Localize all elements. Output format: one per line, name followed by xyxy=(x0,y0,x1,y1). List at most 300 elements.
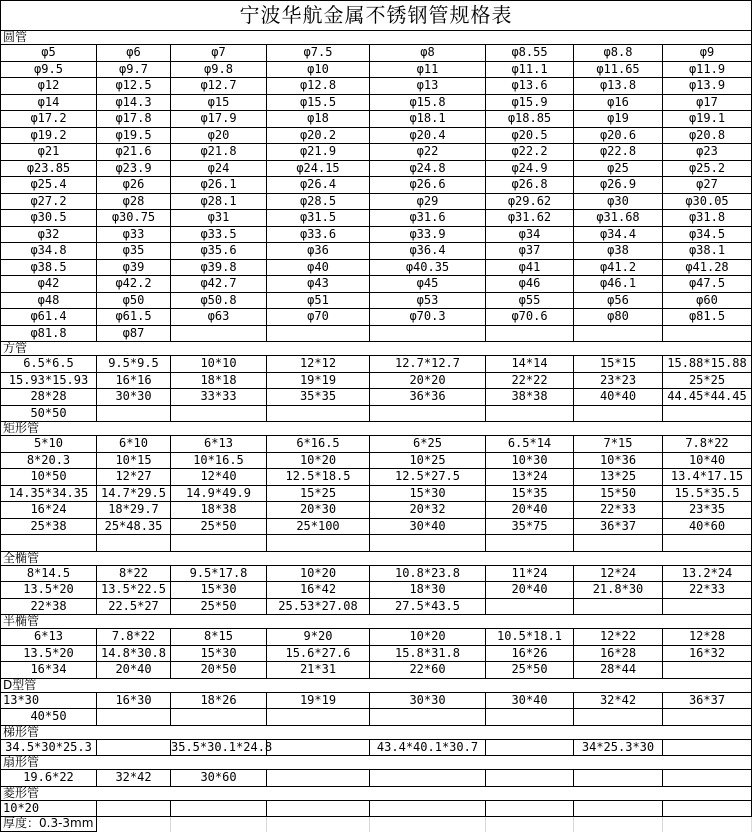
spec-cell: 18*29.7 xyxy=(97,502,171,519)
spec-cell: 15.6*27.6 xyxy=(267,646,370,663)
spec-cell: φ17.2 xyxy=(1,111,97,128)
spec-cell: 30*30 xyxy=(97,389,171,406)
spec-cell: 15*25 xyxy=(267,486,370,503)
empty-cell xyxy=(663,740,752,757)
empty-cell xyxy=(574,770,663,787)
thickness-note: 厚度：0.3-3mm xyxy=(1,817,97,832)
spec-cell: φ31.68 xyxy=(574,210,663,227)
spec-cell: 12*40 xyxy=(171,469,267,486)
spec-cell: φ30.05 xyxy=(663,194,752,211)
spec-cell: φ41.28 xyxy=(663,260,752,277)
empty-cell xyxy=(574,535,663,552)
spec-cell: 15*15 xyxy=(574,356,663,373)
page-title: 宁波华航金属不锈钢管规格表 xyxy=(1,1,752,31)
section-label-trapezoid-pipe: 梯形管 xyxy=(1,726,752,740)
footer-empty-cell xyxy=(370,817,486,832)
spec-cell: 13.4*17.15 xyxy=(663,469,752,486)
spec-cell: 15*30 xyxy=(171,582,267,599)
spec-cell: 14.35*34.35 xyxy=(1,486,97,503)
spec-cell: φ9 xyxy=(663,45,752,62)
spec-cell: φ34.5 xyxy=(663,227,752,244)
spec-table xyxy=(1,31,752,832)
spec-cell: 19.6*22 xyxy=(1,770,97,787)
empty-cell xyxy=(486,709,574,726)
empty-cell xyxy=(97,709,171,726)
spec-cell: 30*30 xyxy=(370,693,486,710)
spec-cell: φ12.5 xyxy=(97,78,171,95)
spec-cell: 12.5*18.5 xyxy=(267,469,370,486)
spec-cell: φ26 xyxy=(97,177,171,194)
section-label-half-oval-pipe: 半椭管 xyxy=(1,615,752,629)
spec-cell: 15*30 xyxy=(171,646,267,663)
spec-cell: φ13.9 xyxy=(663,78,752,95)
empty-cell xyxy=(574,709,663,726)
spec-cell: 30*60 xyxy=(171,770,267,787)
spec-cell: 20*32 xyxy=(370,502,486,519)
spec-cell: φ9.5 xyxy=(1,62,97,79)
spec-cell: φ20.8 xyxy=(663,128,752,145)
spec-cell: φ18.85 xyxy=(486,111,574,128)
spec-cell: φ13 xyxy=(370,78,486,95)
spec-cell: 35*35 xyxy=(267,389,370,406)
spec-cell: φ30.75 xyxy=(97,210,171,227)
spec-cell: 10*30 xyxy=(486,453,574,470)
spec-cell: φ15.5 xyxy=(267,95,370,112)
spec-cell: 28*44 xyxy=(574,662,663,679)
spec-cell: 23*35 xyxy=(663,502,752,519)
footer-empty-cell xyxy=(663,817,752,832)
spec-cell: 14.8*30.8 xyxy=(97,646,171,663)
spec-cell: 15*50 xyxy=(574,486,663,503)
spec-cell: φ81.8 xyxy=(1,326,97,343)
section-label-round-pipe: 圆管 xyxy=(1,31,752,45)
spec-cell: φ61.4 xyxy=(1,309,97,326)
spec-cell: 16*24 xyxy=(1,502,97,519)
spec-cell: 12.5*27.5 xyxy=(370,469,486,486)
spec-cell: φ35.6 xyxy=(171,243,267,260)
spec-cell: 15.5*35.5 xyxy=(663,486,752,503)
spec-cell: 10*25 xyxy=(370,453,486,470)
spec-cell: φ25.4 xyxy=(1,177,97,194)
spec-cell: 10*36 xyxy=(574,453,663,470)
spec-cell: 22*22 xyxy=(486,373,574,390)
spec-cell: 16*34 xyxy=(1,662,97,679)
spec-cell: 22*33 xyxy=(663,582,752,599)
empty-cell xyxy=(663,770,752,787)
spec-cell: 6*13 xyxy=(1,629,97,646)
empty-cell xyxy=(97,535,171,552)
spec-cell: 7*15 xyxy=(574,436,663,453)
spec-cell: φ19.2 xyxy=(1,128,97,145)
spec-cell: 25*50 xyxy=(171,519,267,536)
spec-cell: 12*27 xyxy=(97,469,171,486)
spec-cell: φ17.8 xyxy=(97,111,171,128)
empty-cell xyxy=(267,709,370,726)
spec-cell: 15.8*31.8 xyxy=(370,646,486,663)
spec-cell: φ32 xyxy=(1,227,97,244)
footer-empty-cell xyxy=(97,817,171,832)
spec-cell: φ17.9 xyxy=(171,111,267,128)
spec-cell: 12.7*12.7 xyxy=(370,356,486,373)
spec-cell: φ21.8 xyxy=(171,144,267,161)
empty-cell xyxy=(574,326,663,343)
spec-cell: φ63 xyxy=(171,309,267,326)
spec-cell: 30*40 xyxy=(370,519,486,536)
spec-cell: φ38.5 xyxy=(1,260,97,277)
spec-cell: 25*100 xyxy=(267,519,370,536)
spec-cell: 9.5*17.8 xyxy=(171,566,267,583)
spec-cell: φ25 xyxy=(574,161,663,178)
spec-cell: 10*20 xyxy=(267,566,370,583)
spec-cell: φ27 xyxy=(663,177,752,194)
spec-cell: 20*40 xyxy=(97,662,171,679)
empty-cell xyxy=(486,535,574,552)
spec-cell: φ48 xyxy=(1,293,97,310)
spec-cell: φ18 xyxy=(267,111,370,128)
spec-cell: 36*37 xyxy=(663,693,752,710)
empty-cell xyxy=(97,740,171,757)
spec-cell: 20*20 xyxy=(370,373,486,390)
spec-cell: 9*20 xyxy=(267,629,370,646)
spec-cell: φ50.8 xyxy=(171,293,267,310)
empty-cell xyxy=(171,709,267,726)
spec-cell: φ28.5 xyxy=(267,194,370,211)
empty-cell xyxy=(663,406,752,423)
spec-cell: 19*19 xyxy=(267,373,370,390)
spec-cell: φ31.62 xyxy=(486,210,574,227)
spec-cell: φ11.65 xyxy=(574,62,663,79)
spec-cell: 13*25 xyxy=(574,469,663,486)
spec-cell: φ14.3 xyxy=(97,95,171,112)
empty-cell xyxy=(267,535,370,552)
spec-cell: 22*38 xyxy=(1,599,97,616)
spec-cell: φ8.8 xyxy=(574,45,663,62)
spec-cell: φ8.55 xyxy=(486,45,574,62)
spec-cell: 16*30 xyxy=(97,693,171,710)
spec-cell: 12*12 xyxy=(267,356,370,373)
spec-cell: 23*23 xyxy=(574,373,663,390)
spec-cell: 20*40 xyxy=(486,502,574,519)
spec-cell: 9.5*9.5 xyxy=(97,356,171,373)
empty-cell xyxy=(267,326,370,343)
spec-cell: φ30.5 xyxy=(1,210,97,227)
spec-cell: φ26.9 xyxy=(574,177,663,194)
spec-cell: φ87 xyxy=(97,326,171,343)
empty-cell xyxy=(370,535,486,552)
spec-cell: 15*30 xyxy=(370,486,486,503)
spec-cell: φ19.5 xyxy=(97,128,171,145)
spec-cell: φ39 xyxy=(97,260,171,277)
spec-cell: φ80 xyxy=(574,309,663,326)
spec-cell: φ33.5 xyxy=(171,227,267,244)
spec-cell: φ11.9 xyxy=(663,62,752,79)
spec-cell: φ23 xyxy=(663,144,752,161)
empty-cell xyxy=(1,535,97,552)
spec-cell: 10*50 xyxy=(1,469,97,486)
spec-cell: 18*38 xyxy=(171,502,267,519)
spec-cell: φ70.3 xyxy=(370,309,486,326)
empty-cell xyxy=(663,535,752,552)
spec-cell: φ38.1 xyxy=(663,243,752,260)
spec-cell: 16*42 xyxy=(267,582,370,599)
spec-cell: 16*26 xyxy=(486,646,574,663)
spec-cell: 14.9*49.9 xyxy=(171,486,267,503)
spec-cell: φ5 xyxy=(1,45,97,62)
empty-cell xyxy=(574,599,663,616)
spec-cell: 10*20 xyxy=(370,629,486,646)
spec-cell: φ24 xyxy=(171,161,267,178)
spec-cell: 15*35 xyxy=(486,486,574,503)
empty-cell xyxy=(486,599,574,616)
spec-cell: φ37 xyxy=(486,243,574,260)
empty-cell xyxy=(370,801,486,818)
spec-cell: 22*60 xyxy=(370,662,486,679)
spec-cell: 16*32 xyxy=(663,646,752,663)
spec-cell: φ23.85 xyxy=(1,161,97,178)
spec-cell: φ34.4 xyxy=(574,227,663,244)
spec-cell: φ56 xyxy=(574,293,663,310)
spec-cell: φ7 xyxy=(171,45,267,62)
spec-cell: 36*36 xyxy=(370,389,486,406)
spec-cell: 6*13 xyxy=(171,436,267,453)
spec-cell: 14.7*29.5 xyxy=(97,486,171,503)
spec-cell: 21.8*30 xyxy=(574,582,663,599)
spec-cell: φ42 xyxy=(1,276,97,293)
spec-cell: 38*38 xyxy=(486,389,574,406)
spec-cell: 10*16.5 xyxy=(171,453,267,470)
spec-cell: 10*15 xyxy=(97,453,171,470)
empty-cell xyxy=(267,740,370,757)
spec-cell: φ12.8 xyxy=(267,78,370,95)
spec-cell: φ42.2 xyxy=(97,276,171,293)
spec-cell: 14*14 xyxy=(486,356,574,373)
spec-cell: φ15.9 xyxy=(486,95,574,112)
spec-cell: 30*40 xyxy=(486,693,574,710)
spec-cell: φ43 xyxy=(267,276,370,293)
spec-cell: 18*30 xyxy=(370,582,486,599)
spec-cell: φ19.1 xyxy=(663,111,752,128)
spec-cell: 13.2*24 xyxy=(663,566,752,583)
spec-cell: 10*20 xyxy=(267,453,370,470)
empty-cell xyxy=(370,709,486,726)
spec-cell: φ24.9 xyxy=(486,161,574,178)
empty-cell xyxy=(370,770,486,787)
spec-cell: φ33.9 xyxy=(370,227,486,244)
spec-cell: 22*33 xyxy=(574,502,663,519)
spec-cell: 25*38 xyxy=(1,519,97,536)
spec-cell: φ35 xyxy=(97,243,171,260)
spec-cell: 40*60 xyxy=(663,519,752,536)
spec-cell: φ20.5 xyxy=(486,128,574,145)
spec-cell: 34.5*30*25.3 xyxy=(1,740,97,757)
spec-cell: φ47.5 xyxy=(663,276,752,293)
spec-cell: 6*16.5 xyxy=(267,436,370,453)
footer-empty-cell xyxy=(171,817,267,832)
spec-cell: 40*40 xyxy=(574,389,663,406)
section-label-rectangular-pipe: 矩形管 xyxy=(1,422,752,436)
spec-cell: 5*10 xyxy=(1,436,97,453)
spec-cell: 10*20 xyxy=(1,801,97,818)
spec-cell: φ34 xyxy=(486,227,574,244)
empty-cell xyxy=(370,406,486,423)
spec-cell: 25*50 xyxy=(171,599,267,616)
spec-cell: φ15.8 xyxy=(370,95,486,112)
spec-cell: 22.5*27 xyxy=(97,599,171,616)
spec-cell: φ28 xyxy=(97,194,171,211)
spec-cell: 50*50 xyxy=(1,406,97,423)
spec-cell: φ42.7 xyxy=(171,276,267,293)
spec-cell: 8*14.5 xyxy=(1,566,97,583)
spec-cell: φ20.4 xyxy=(370,128,486,145)
spec-cell: 15.93*15.93 xyxy=(1,373,97,390)
spec-cell: 12*24 xyxy=(574,566,663,583)
spec-cell: 13*24 xyxy=(486,469,574,486)
empty-cell xyxy=(486,801,574,818)
spec-cell: 7.8*22 xyxy=(97,629,171,646)
empty-cell xyxy=(574,801,663,818)
spec-cell: 10.8*23.8 xyxy=(370,566,486,583)
spec-cell: φ36 xyxy=(267,243,370,260)
spec-cell: 32*42 xyxy=(574,693,663,710)
spec-cell: φ26.6 xyxy=(370,177,486,194)
spec-cell: 16*28 xyxy=(574,646,663,663)
spec-cell: φ46.1 xyxy=(574,276,663,293)
spec-cell: φ9.7 xyxy=(97,62,171,79)
spec-cell: φ50 xyxy=(97,293,171,310)
spec-cell: φ31.8 xyxy=(663,210,752,227)
spec-cell: φ61.5 xyxy=(97,309,171,326)
spec-cell: 6*25 xyxy=(370,436,486,453)
spec-cell: φ70 xyxy=(267,309,370,326)
spec-cell: 15.88*15.88 xyxy=(663,356,752,373)
spec-cell: φ11.1 xyxy=(486,62,574,79)
spec-cell: 12*28 xyxy=(663,629,752,646)
spec-cell: 19*19 xyxy=(267,693,370,710)
spec-cell: 34*25.3*30 xyxy=(574,740,663,757)
spec-cell: φ27.2 xyxy=(1,194,97,211)
spec-cell: φ81.5 xyxy=(663,309,752,326)
spec-cell: φ34.8 xyxy=(1,243,97,260)
empty-cell xyxy=(171,801,267,818)
spec-cell: 40*50 xyxy=(1,709,97,726)
spec-cell: 43.4*40.1*30.7 xyxy=(370,740,486,757)
spec-cell: φ60 xyxy=(663,293,752,310)
spec-cell: φ40.35 xyxy=(370,260,486,277)
empty-cell xyxy=(663,662,752,679)
spec-cell: φ12.7 xyxy=(171,78,267,95)
spec-cell: φ31.5 xyxy=(267,210,370,227)
spec-cell: 8*15 xyxy=(171,629,267,646)
section-label-full-oval-pipe: 全椭管 xyxy=(1,552,752,566)
spec-cell: φ7.5 xyxy=(267,45,370,62)
spec-cell: 33*33 xyxy=(171,389,267,406)
empty-cell xyxy=(486,326,574,343)
spec-cell: φ29 xyxy=(370,194,486,211)
spec-cell: φ55 xyxy=(486,293,574,310)
spec-cell: 10*10 xyxy=(171,356,267,373)
spec-cell: φ36.4 xyxy=(370,243,486,260)
spec-cell: φ18.1 xyxy=(370,111,486,128)
spec-cell: φ70.6 xyxy=(486,309,574,326)
spec-cell: 35.5*30.1*24.8 xyxy=(171,740,267,757)
empty-cell xyxy=(663,801,752,818)
spec-cell: 16*16 xyxy=(97,373,171,390)
spec-cell: φ38 xyxy=(574,243,663,260)
empty-cell xyxy=(267,406,370,423)
spec-cell: 6.5*6.5 xyxy=(1,356,97,373)
empty-cell xyxy=(486,406,574,423)
empty-cell xyxy=(486,770,574,787)
spec-cell: φ41.2 xyxy=(574,260,663,277)
spec-cell: φ11 xyxy=(370,62,486,79)
spec-cell: φ28.1 xyxy=(171,194,267,211)
empty-cell xyxy=(171,535,267,552)
spec-cell: φ31 xyxy=(171,210,267,227)
spec-cell: φ23.9 xyxy=(97,161,171,178)
spec-cell: 13.5*22.5 xyxy=(97,582,171,599)
spec-cell: 18*18 xyxy=(171,373,267,390)
spec-cell: 10.5*18.1 xyxy=(486,629,574,646)
footer-empty-cell xyxy=(486,817,574,832)
spec-cell: φ24.15 xyxy=(267,161,370,178)
spec-cell: φ39.8 xyxy=(171,260,267,277)
spec-cell: φ21.6 xyxy=(97,144,171,161)
spec-cell: 32*42 xyxy=(97,770,171,787)
spec-cell: 6*10 xyxy=(97,436,171,453)
spec-cell: φ30 xyxy=(574,194,663,211)
spec-cell: φ29.62 xyxy=(486,194,574,211)
spec-cell: φ16 xyxy=(574,95,663,112)
spec-cell: 7.8*22 xyxy=(663,436,752,453)
spec-cell: φ22.2 xyxy=(486,144,574,161)
spec-cell: 25*25 xyxy=(663,373,752,390)
spec-cell: φ8 xyxy=(370,45,486,62)
spec-cell: φ6 xyxy=(97,45,171,62)
spec-cell: 13.5*20 xyxy=(1,582,97,599)
spec-cell: 36*37 xyxy=(574,519,663,536)
spec-cell: φ14 xyxy=(1,95,97,112)
spec-cell: 10*40 xyxy=(663,453,752,470)
section-label-fan-pipe: 扇形管 xyxy=(1,756,752,770)
empty-cell xyxy=(574,406,663,423)
section-label-d-type-pipe: D型管 xyxy=(1,679,752,693)
spec-cell: 6.5*14 xyxy=(486,436,574,453)
empty-cell xyxy=(663,326,752,343)
spec-cell: φ20.6 xyxy=(574,128,663,145)
section-label-square-pipe: 方管 xyxy=(1,342,752,356)
spec-cell: φ15 xyxy=(171,95,267,112)
spec-cell: φ46 xyxy=(486,276,574,293)
spec-cell: φ25.2 xyxy=(663,161,752,178)
spec-cell: 35*75 xyxy=(486,519,574,536)
spec-cell: 28*28 xyxy=(1,389,97,406)
spec-cell: φ33.6 xyxy=(267,227,370,244)
spec-cell: 27.5*43.5 xyxy=(370,599,486,616)
spec-cell: φ20 xyxy=(171,128,267,145)
empty-cell xyxy=(267,770,370,787)
spec-cell: φ40 xyxy=(267,260,370,277)
empty-cell xyxy=(171,326,267,343)
spec-cell: 18*26 xyxy=(171,693,267,710)
spec-cell: φ13.8 xyxy=(574,78,663,95)
empty-cell xyxy=(663,599,752,616)
empty-cell xyxy=(171,406,267,423)
spec-cell: 21*31 xyxy=(267,662,370,679)
spec-cell: φ26.1 xyxy=(171,177,267,194)
empty-cell xyxy=(97,406,171,423)
empty-cell xyxy=(663,709,752,726)
spec-cell: φ12 xyxy=(1,78,97,95)
